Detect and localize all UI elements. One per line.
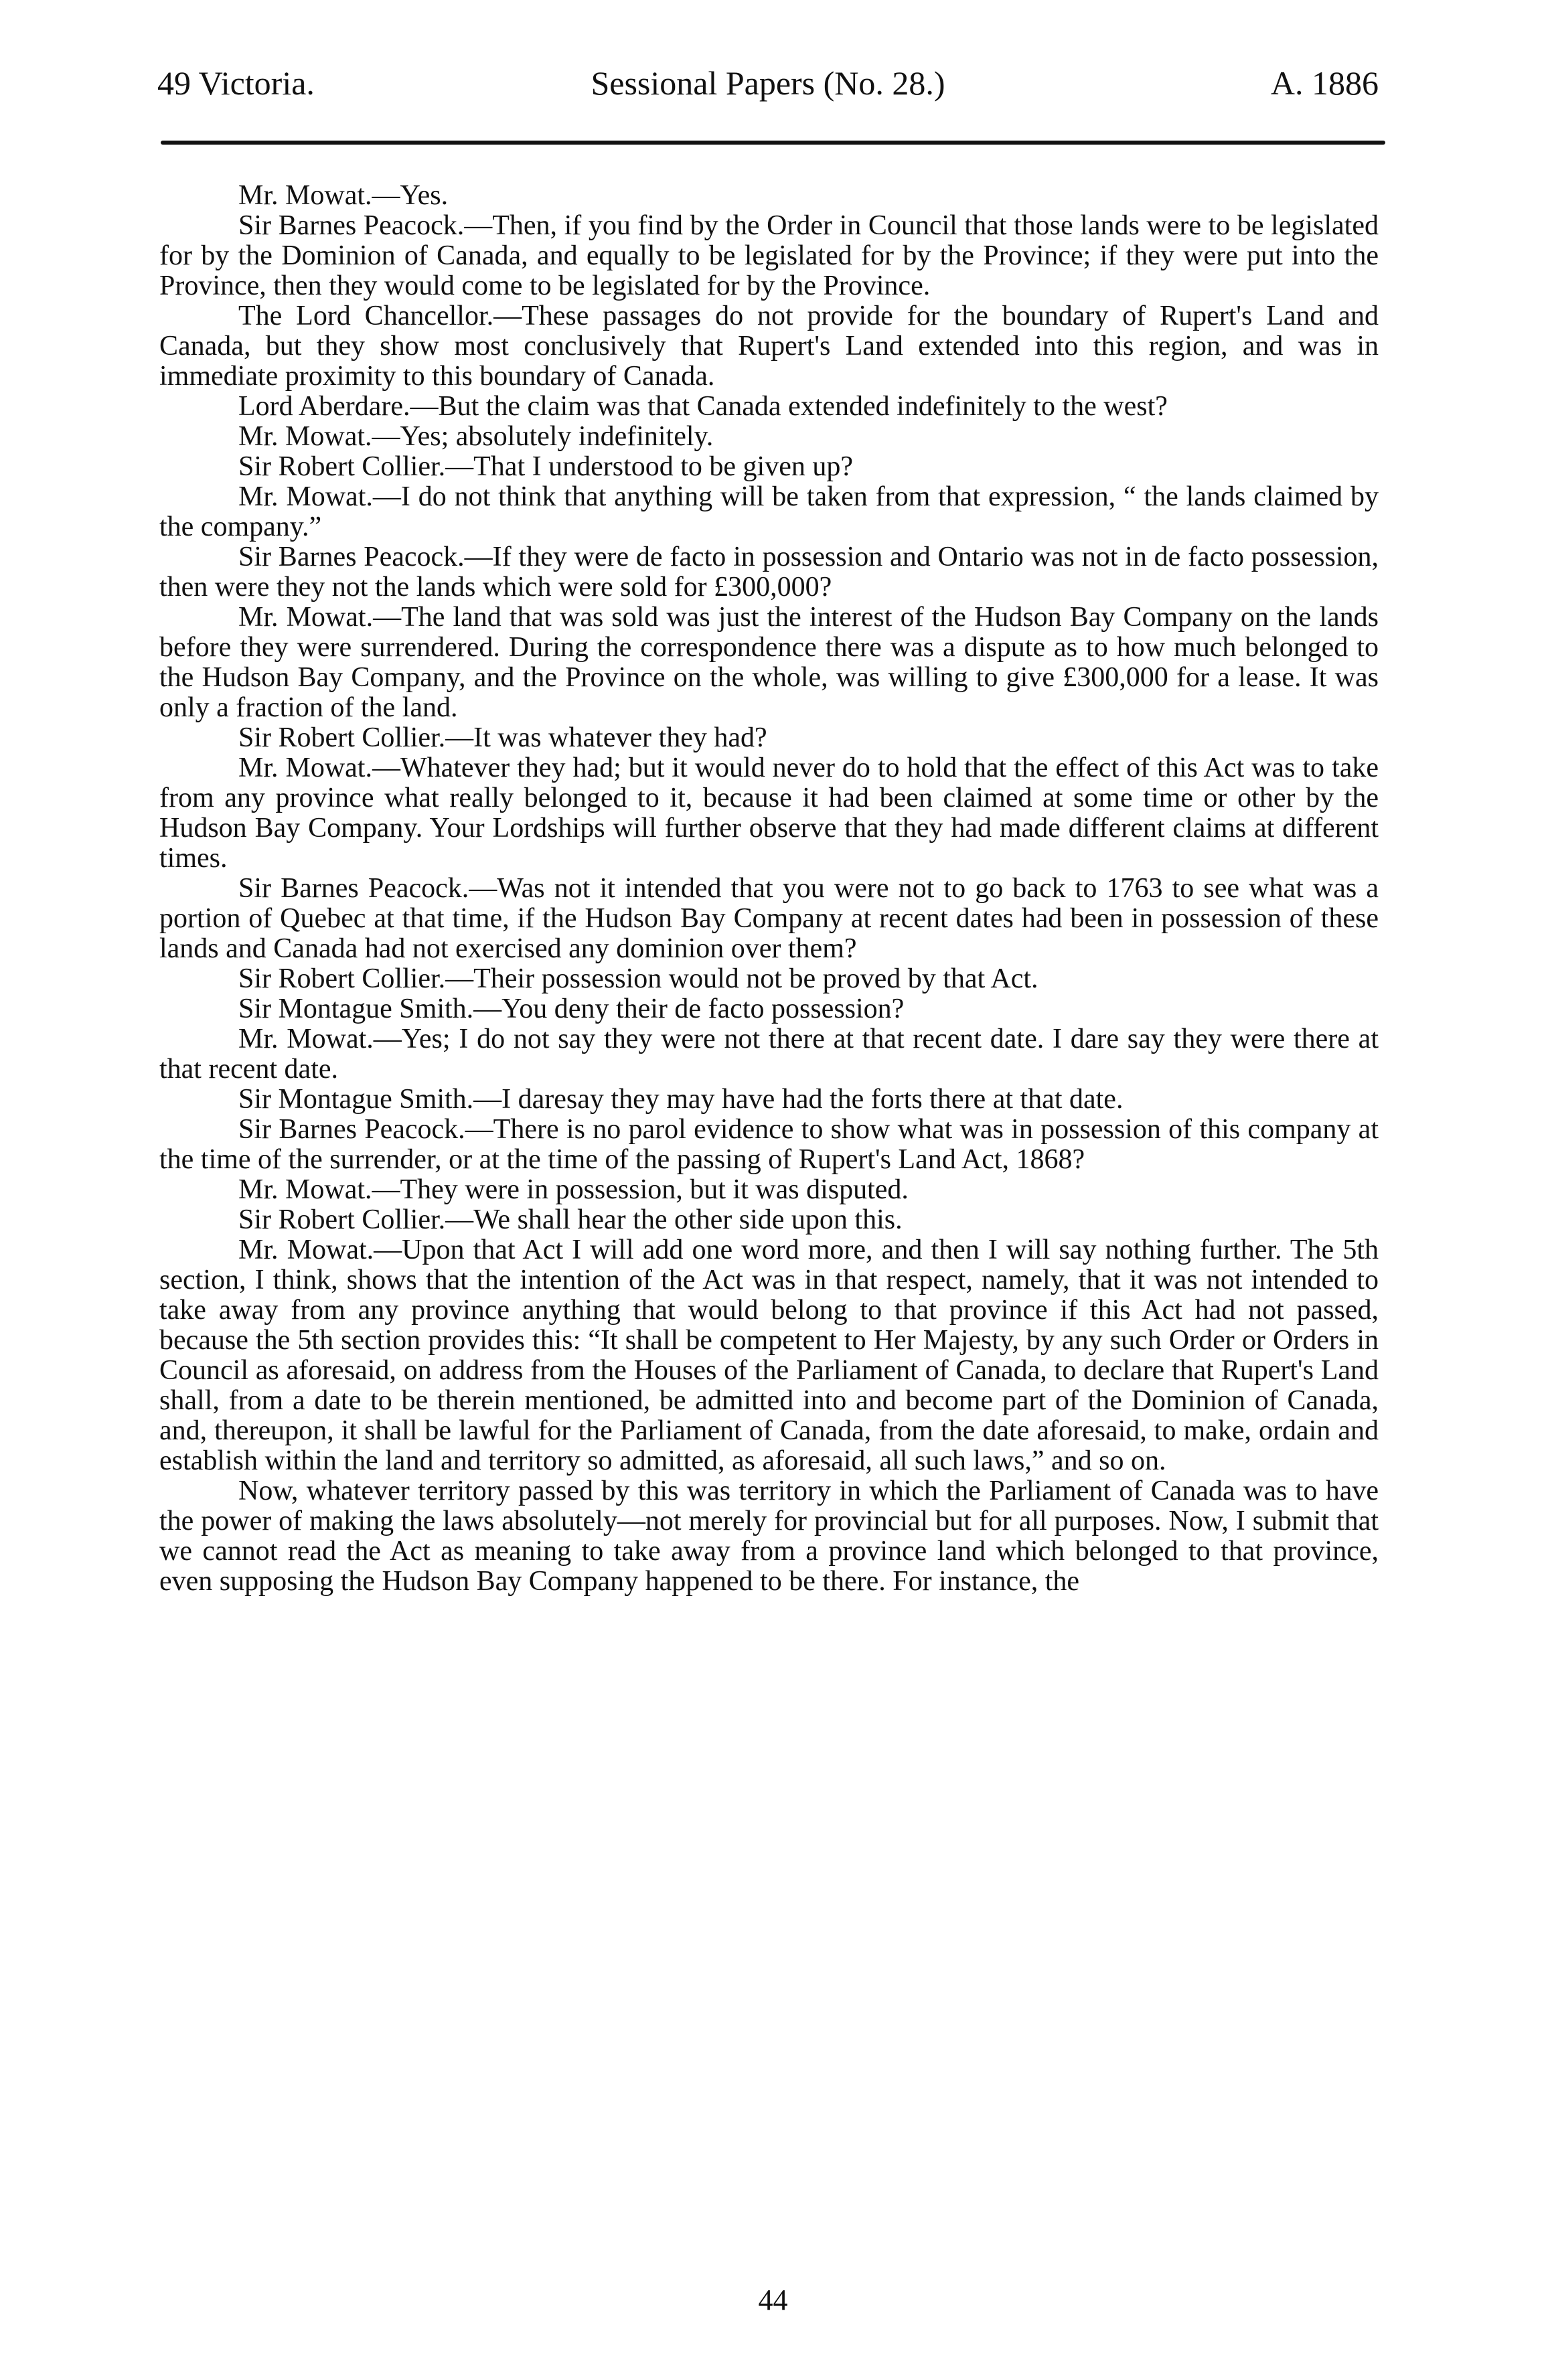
running-header xyxy=(157,64,1379,117)
paragraph: The Lord Chancellor.—These passages do not provide for the boundary of Rupert's Land and Canada, but they show most conclusively that Rupert's Land extended into this region, and was in immediate proximity to this boundary of Canada. xyxy=(159,301,1379,392)
paragraph: Sir Barnes Peacock.—Was not it intended that you were not to go back to 1763 to see what was a portion of Quebec at that time, if the Hudson Bay Company at recent dates had been in possession of these lands and Canada had not exercised any dominion over them? xyxy=(159,873,1379,964)
paragraph: Now, whatever territory passed by this was territory in which the Parliament of Canada was to have the power of making the laws absolutely—not merely for provincial but for all purposes. Now, I submit that we cannot read the Act as meaning to take away from a province land which belonged to that province, even supposing the Hudson Bay Company happened to be there. For instance, the xyxy=(159,1476,1379,1597)
paragraph: Mr. Mowat.—I do not think that anything will be taken from that expression, “ the lands claimed by the company.” xyxy=(159,481,1379,542)
header-session: 49 Victoria. xyxy=(157,64,315,102)
paragraph: Sir Robert Collier.—That I understood to be given up? xyxy=(238,451,854,482)
paragraph: Sir Robert Collier.—We shall hear the other side upon this. xyxy=(238,1204,903,1235)
document-body xyxy=(159,181,1379,1597)
paragraph: Mr. Mowat.—Yes. xyxy=(238,180,449,211)
paragraph: Mr. Mowat.—Yes; absolutely indefinitely. xyxy=(238,421,714,452)
header-year: A. 1886 xyxy=(1270,64,1379,102)
paragraph: Sir Barnes Peacock.—There is no parol evidence to show what was in possession of this company at the time of the surrender, or at the time of the passing of Rupert's Land Act, 1868? xyxy=(159,1114,1379,1175)
paragraph: Mr. Mowat.—Upon that Act I will add one word more, and then I will say nothing further. The 5th section, I think, shows that the intention of the Act was in that respect, namely, that it was not intended to take away from any province anything that would belong to that province if this Act had not passed, because the 5th section provides this: “It shall be competent to Her Majesty, by any such Order or Orders in Council as aforesaid, on address from the Houses of the Parliament of Canada, to declare that Rupert's Land shall, from a date to be therein mentioned, be admitted into and become part of the Dominion of Canada, and, thereupon, it shall be lawful for the Parliament of Canada, from the date aforesaid, to make, ordain and establish within the land and territory so admitted, as aforesaid, all such laws,” and so on. xyxy=(159,1235,1379,1476)
paragraph: Mr. Mowat.—Whatever they had; but it would never do to hold that the effect of this Act was to take from any province what really belonged to it, because it had been claimed at some time or other by the Hudson Bay Company. Your Lordships will further observe that they had made different claims at different times. xyxy=(159,752,1379,874)
paragraph: Mr. Mowat.—Yes; I do not say they were not there at that recent date. I dare say they were there at that recent date. xyxy=(159,1024,1379,1085)
paragraph: Lord Aberdare.—But the claim was that Canada extended indefinitely to the west? xyxy=(238,391,1168,422)
paragraph: Mr. Mowat.—They were in possession, but it was disputed. xyxy=(238,1174,909,1205)
paragraph: Mr. Mowat.—The land that was sold was just the interest of the Hudson Bay Company on the lands before they were surrendered. During the correspondence there was a dispute as to how much belonged to the Hudson Bay Company, and the Province on the whole, was willing to give £300,000 for a lease. It was only a fraction of the land. xyxy=(159,602,1379,723)
paragraph: Sir Montague Smith.—I daresay they may have had the forts there at that date. xyxy=(238,1084,1124,1115)
paragraph: Sir Robert Collier.—Their possession would not be proved by that Act. xyxy=(238,963,1038,994)
paragraph: Sir Robert Collier.—It was whatever they had? xyxy=(238,722,767,753)
header-rule xyxy=(161,141,1385,145)
paragraph: Sir Montague Smith.—You deny their de facto possession? xyxy=(238,994,905,1024)
header-title: Sessional Papers (No. 28.) xyxy=(591,64,945,102)
paragraph: Sir Barnes Peacock.—Then, if you find by the Order in Council that those lands were to be legislated for by the Dominion of Canada, and equally to be legislated for by the Province; if they were put into the Province, then they would come to be legislated for by the Province. xyxy=(159,210,1379,301)
page-number: 44 xyxy=(758,2284,788,2316)
paragraph: Sir Barnes Peacock.—If they were de facto in possession and Ontario was not in de facto possession, then were they not the lands which were sold for £300,000? xyxy=(159,542,1379,603)
